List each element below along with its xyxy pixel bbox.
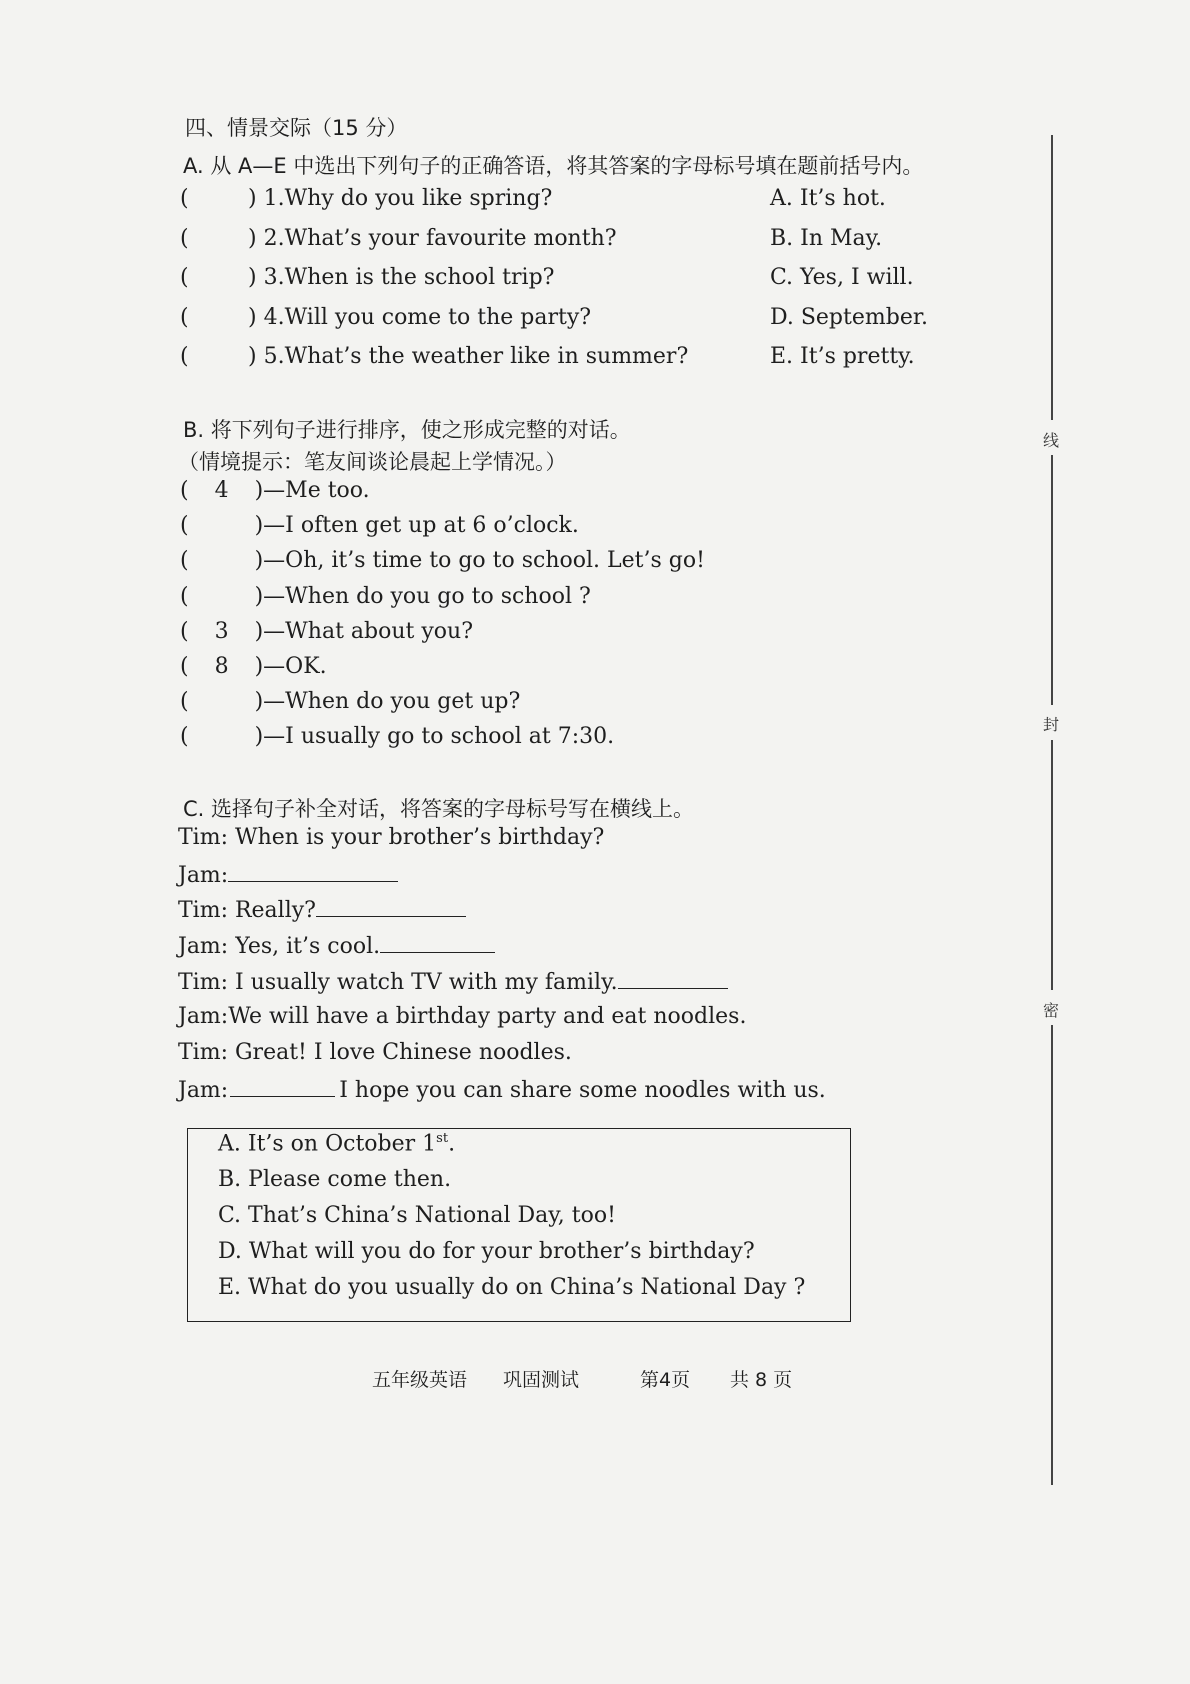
order-paren[interactable]: ( — [180, 689, 189, 715]
answer-blank-2[interactable] — [316, 894, 466, 917]
dialogue-line-5 — [178, 966, 728, 998]
part-a-answer-option: B. In May. — [770, 225, 883, 251]
dialogue-sentence: )—Oh, it’s time to go to school. Let’s go! — [254, 548, 705, 574]
dialogue-sentence: )—When do you go to school ? — [254, 583, 591, 609]
part-b-line — [180, 652, 327, 682]
footer-test: 巩固测试 — [503, 1369, 580, 1391]
order-number: 8 — [214, 654, 229, 679]
footer-page: 第4页 — [640, 1369, 691, 1391]
speaker-jam: Jam: — [178, 1078, 229, 1103]
part-a-answer-option: D. September. — [770, 304, 928, 330]
part-b-line — [180, 687, 520, 717]
bleed-through — [760, 215, 767, 240]
binding-line-lower — [1051, 740, 1053, 990]
part-a-answer-option: C. Yes, I will. — [770, 265, 914, 290]
option-b: B. Please come then. — [218, 1167, 452, 1192]
part-b-line — [180, 617, 473, 647]
binding-mark-secret: 密 — [1043, 1001, 1060, 1020]
order-paren[interactable]: ( — [180, 513, 189, 539]
order-paren[interactable]: ( — [180, 724, 189, 750]
question-number: ) 3. — [248, 265, 285, 290]
answer-paren[interactable]: ( — [180, 265, 189, 290]
part-b-hint: （情境提示：笔友间谈论晨起上学情况。） — [178, 450, 567, 474]
dialogue-sentence: )—I often get up at 6 o’clock. — [254, 513, 579, 539]
footer-grade: 五年级英语 — [372, 1369, 468, 1391]
part-a-question — [180, 184, 552, 214]
dialogue-sentence: )—OK. — [254, 654, 327, 679]
dialogue-line-1: Tim: When is your brother’s birthday? — [178, 825, 605, 850]
answer-paren[interactable]: ( — [180, 186, 189, 211]
dialogue-text: Tim: Really? — [178, 898, 316, 923]
question-text: When is the school trip? — [284, 265, 555, 290]
answer-blank-3[interactable] — [380, 930, 495, 953]
order-paren[interactable]: ( — [180, 583, 189, 609]
footer-total: 共 8 页 — [730, 1369, 793, 1391]
question-text: Will you come to the party? — [284, 304, 592, 330]
binding-line-middle — [1051, 455, 1053, 705]
dialogue-sentence: )—When do you get up? — [254, 689, 521, 715]
answer-paren[interactable]: ( — [180, 304, 189, 330]
part-b-line — [180, 722, 614, 752]
answer-paren[interactable]: ( — [180, 225, 189, 251]
part-a-question — [180, 303, 591, 333]
speaker-jam: Jam: — [178, 863, 229, 888]
binding-mark-line: 线 — [1043, 431, 1060, 450]
part-b-line — [180, 582, 591, 612]
dialogue-sentence: )—What about you? — [254, 618, 473, 644]
order-paren[interactable]: ( — [180, 654, 189, 679]
question-text: What’s the weather like in summer? — [284, 344, 689, 369]
dialogue-line-8 — [178, 1074, 826, 1106]
answer-blank-4[interactable] — [618, 966, 728, 989]
dialogue-text: Jam: Yes, it’s cool. — [178, 934, 381, 959]
part-a-question — [180, 224, 617, 254]
order-paren[interactable]: ( — [180, 548, 189, 574]
option-a: A. It’s on October 1st. — [218, 1131, 456, 1157]
order-number: 4 — [214, 478, 229, 503]
question-number: ) 4. — [248, 304, 285, 330]
dialogue-sentence: )—Me too. — [254, 478, 370, 503]
order-paren[interactable]: ( — [180, 478, 189, 503]
part-b-line — [180, 511, 579, 541]
dialogue-sentence: )—I usually go to school at 7:30. — [254, 724, 615, 750]
answer-paren[interactable]: ( — [180, 344, 189, 369]
question-number: ) 2. — [248, 225, 285, 251]
dialogue-text: Tim: I usually watch TV with my family. — [178, 970, 618, 995]
question-text: Why do you like spring? — [284, 186, 553, 211]
dialogue-text: I hope you can share some noodles with us. — [339, 1078, 826, 1103]
option-c: C. That’s China’s National Day, too! — [218, 1203, 616, 1228]
dialogue-line-6: Jam:We will have a birthday party and eat noodles. — [178, 1004, 747, 1029]
binding-line-bottom — [1051, 1025, 1053, 1485]
option-d: D. What will you do for your brother’s birthday? — [218, 1239, 755, 1264]
answer-blank-1[interactable] — [228, 859, 398, 882]
binding-line-top — [1051, 135, 1053, 420]
dialogue-line-4 — [178, 930, 495, 962]
order-number: 3 — [214, 618, 229, 644]
order-paren[interactable]: ( — [180, 618, 189, 644]
question-text: What’s your favourite month? — [284, 225, 617, 251]
part-a-answer-option: A. It’s hot. — [770, 186, 886, 211]
option-e: E. What do you usually do on China’s National Day ? — [218, 1275, 806, 1300]
part-b-instruction: B. 将下列句子进行排序，使之形成完整的对话。 — [183, 418, 631, 442]
part-a-answer-option: E. It’s pretty. — [770, 344, 915, 369]
part-b-line — [180, 546, 705, 576]
dialogue-line-2 — [178, 859, 398, 891]
question-number: ) 1. — [248, 186, 285, 211]
part-a-instruction: A. 从 A—E 中选出下列句子的正确答语，将其答案的字母标号填在题前括号内。 — [183, 154, 924, 178]
part-b-line — [180, 476, 370, 506]
binding-mark-seal: 封 — [1043, 715, 1060, 734]
part-c-instruction: C. 选择句子补全对话，将答案的字母标号写在横线上。 — [183, 797, 695, 821]
answer-blank-5[interactable] — [230, 1074, 335, 1097]
part-a-question — [180, 342, 688, 372]
options-box — [187, 1128, 851, 1322]
section-title: 四、情景交际（15 分） — [185, 116, 408, 140]
dialogue-line-7: Tim: Great! I love Chinese noodles. — [178, 1040, 572, 1065]
part-a-question — [180, 263, 554, 293]
dialogue-line-3 — [178, 894, 466, 926]
question-number: ) 5. — [248, 344, 285, 369]
